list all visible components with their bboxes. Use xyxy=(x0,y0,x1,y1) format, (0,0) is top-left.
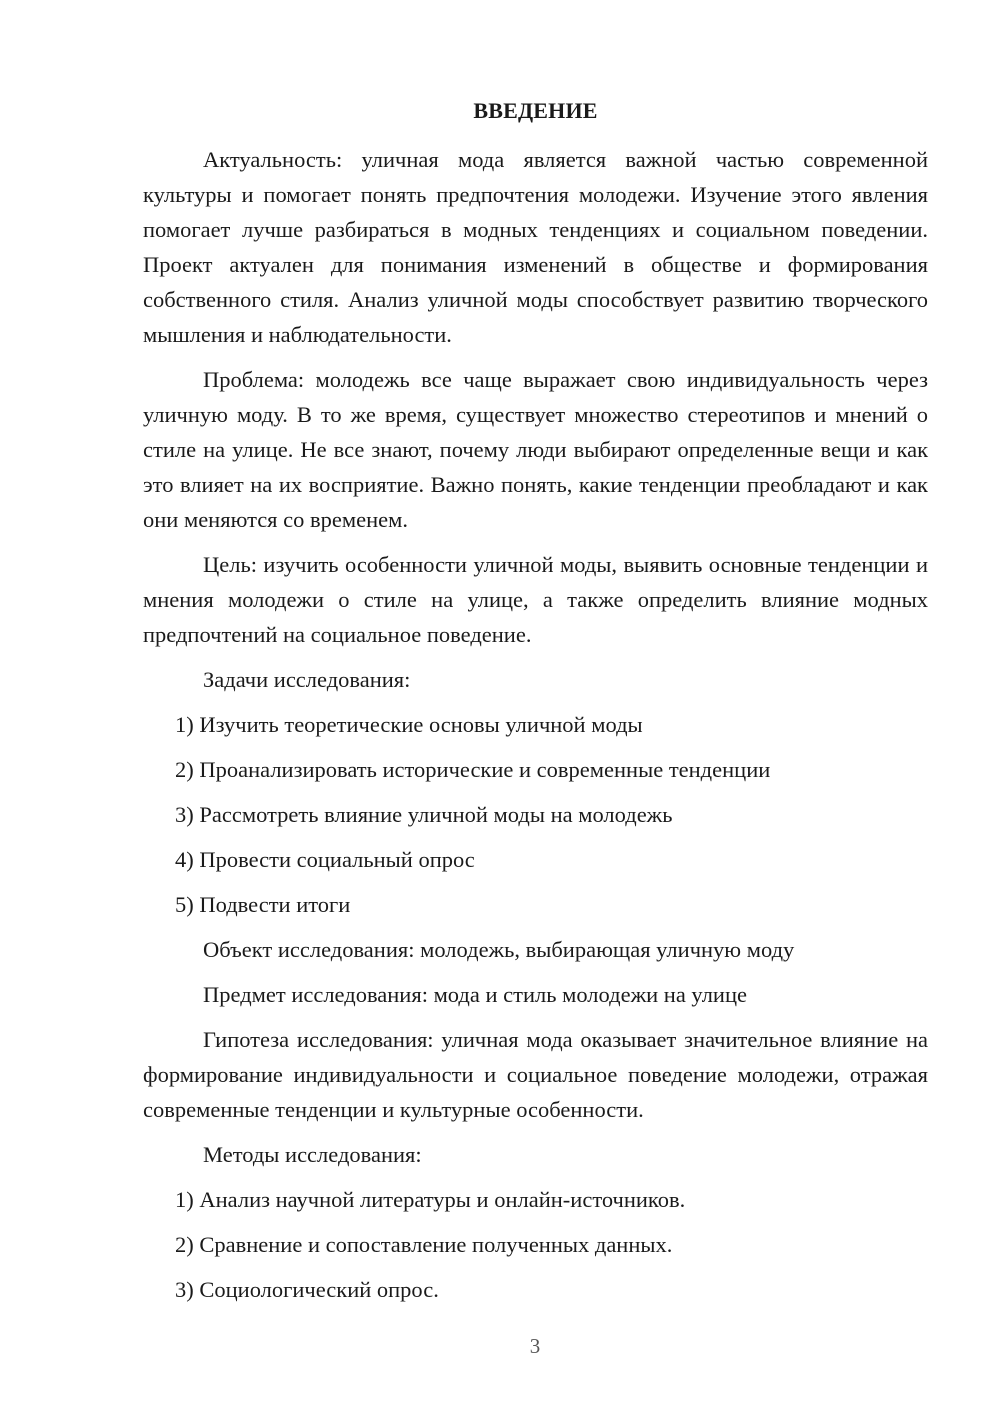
tasks-heading: Задачи исследования: xyxy=(203,667,411,692)
method-item: 3) Социологический опрос. xyxy=(175,1277,439,1302)
problem-paragraph: Проблема: молодежь все чаще выражает свою индивидуальность через уличную моду. В то же время, существует множество стереотипов и мнений о стиле на улице. Не все знают, почему люди выбирают определенные вещи и как это влияет на их восприятие. Важно понять, какие тенденции преобладают и как они меняются со временем. xyxy=(143,367,928,532)
method-item: 2) Сравнение и сопоставление полученных данных. xyxy=(175,1232,673,1257)
document-page xyxy=(143,96,928,1317)
method-item: 1) Анализ научной литературы и онлайн-источников. xyxy=(175,1187,686,1212)
methods-heading: Методы исследования: xyxy=(203,1142,422,1167)
goal-paragraph: Цель: изучить особенности уличной моды, выявить основные тенденции и мнения молодежи о стиле на улице, а также определить влияние модных предпочтений на социальное поведение. xyxy=(143,552,928,647)
section-title: ВВЕДЕНИЕ xyxy=(473,98,598,123)
task-item: 4) Провести социальный опрос xyxy=(175,847,475,872)
hypothesis-paragraph: Гипотеза исследования: уличная мода оказывает значительное влияние на формирование индивидуальности и социальное поведение молодежи, отражая современные тенденции и культурные особенности. xyxy=(143,1027,928,1122)
relevance-paragraph: Актуальность: уличная мода является важной частью современной культуры и помогает понять предпочтения молодежи. Изучение этого явления помогает лучше разбираться в модных тенденциях и социальном поведении. Проект актуален для понимания изменений в обществе и формирования собственного стиля. Анализ уличной моды способствует развитию творческого мышления и наблюдательности. xyxy=(143,147,928,347)
task-item: 1) Изучить теоретические основы уличной моды xyxy=(175,712,643,737)
task-item: 2) Проанализировать исторические и современные тенденции xyxy=(175,757,771,782)
page-number: 3 xyxy=(529,1334,541,1358)
task-item: 3) Рассмотреть влияние уличной моды на молодежь xyxy=(175,802,673,827)
task-item: 5) Подвести итоги xyxy=(175,892,351,917)
research-object: Объект исследования: молодежь, выбирающая уличную моду xyxy=(203,937,795,962)
research-subject: Предмет исследования: мода и стиль молодежи на улице xyxy=(203,982,747,1007)
